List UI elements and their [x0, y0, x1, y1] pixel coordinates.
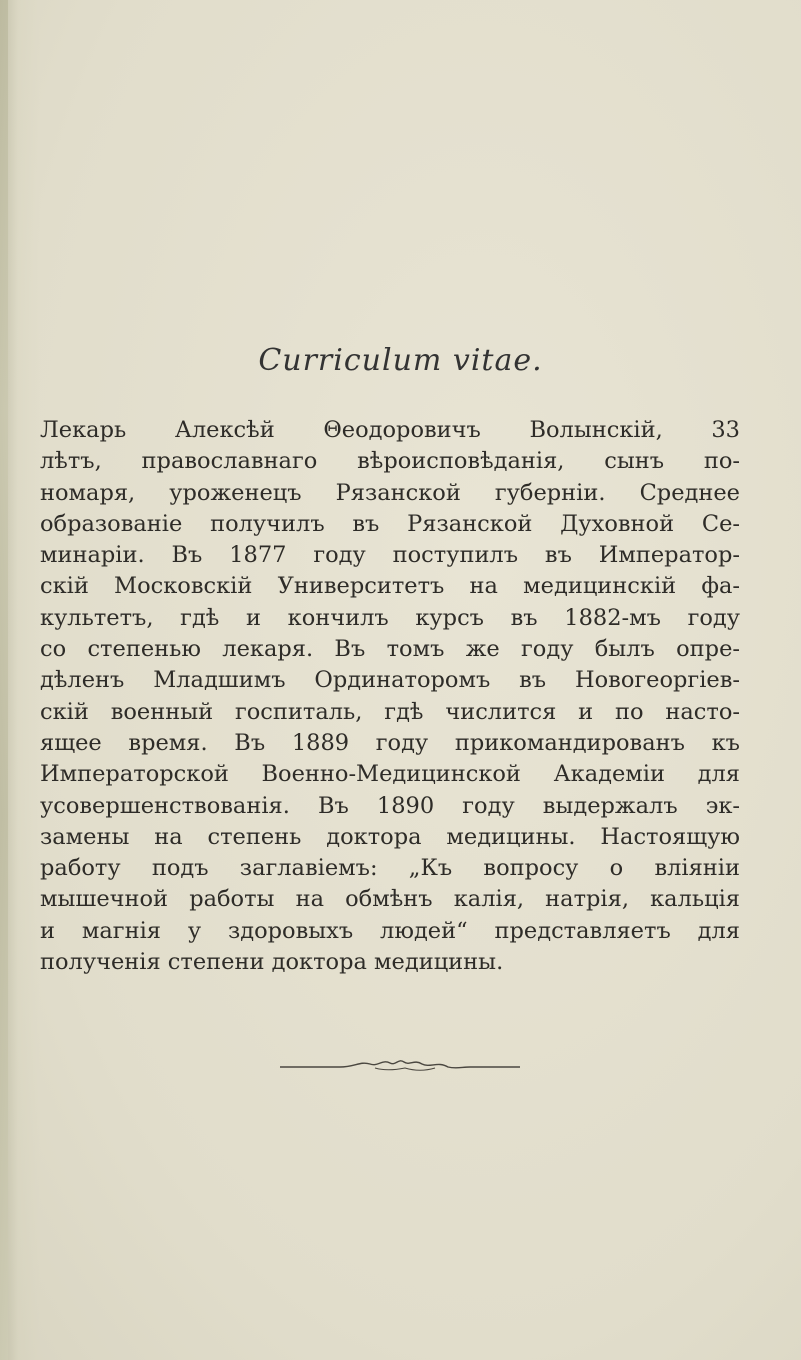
text-line: ящее время. Въ 1889 году прикомандированъ къ	[40, 729, 740, 756]
text-line: дѣленъ Младшимъ Ординаторомъ въ Новогеоргіев-	[40, 667, 740, 694]
text-line: образованіе получилъ въ Рязанской Духовной Се-	[40, 510, 740, 537]
text-line: лѣтъ, православнаго вѣроисповѣданія, сынъ по-	[40, 448, 740, 475]
text-line: культетъ, гдѣ и кончилъ курсъ въ 1882-мъ году	[40, 604, 740, 631]
text-line: скій Московскій Университетъ на медицинскій фа-	[40, 573, 740, 600]
text-line: полученія степени доктора медицины.	[40, 949, 504, 976]
text-line: минаріи. Въ 1877 году поступилъ въ Император-	[40, 542, 740, 569]
text-line: работу подъ заглавіемъ: „Къ вопросу о вліяніи	[40, 855, 740, 882]
text-line: мышечной работы на обмѣнъ калія, натрія, кальція	[40, 886, 740, 913]
text-line: Лекарь Алексѣй Θеодоровичъ Волынскій, 33	[40, 417, 740, 443]
biography-paragraph	[40, 415, 740, 978]
text-line: номаря, уроженецъ Рязанской губерніи. Среднее	[40, 479, 740, 506]
text-line: со степенью лекаря. Въ томъ же году былъ опре-	[40, 636, 740, 663]
text-line: усовершенствованія. Въ 1890 году выдержалъ эк-	[40, 792, 740, 819]
text-line: и магнія у здоровыхъ людей“ представляетъ для	[40, 917, 740, 944]
page-title: Curriculum vitae.	[258, 343, 543, 378]
text-line: замены на степень доктора медицины. Настоящую	[40, 823, 740, 850]
text-line: скій военный госпиталь, гдѣ числится и по насто-	[40, 698, 740, 725]
text-line: Императорской Военно-Медицинской Академіи для	[40, 761, 740, 788]
ornament-divider	[280, 1055, 520, 1079]
page-edge-shadow	[0, 0, 8, 1360]
